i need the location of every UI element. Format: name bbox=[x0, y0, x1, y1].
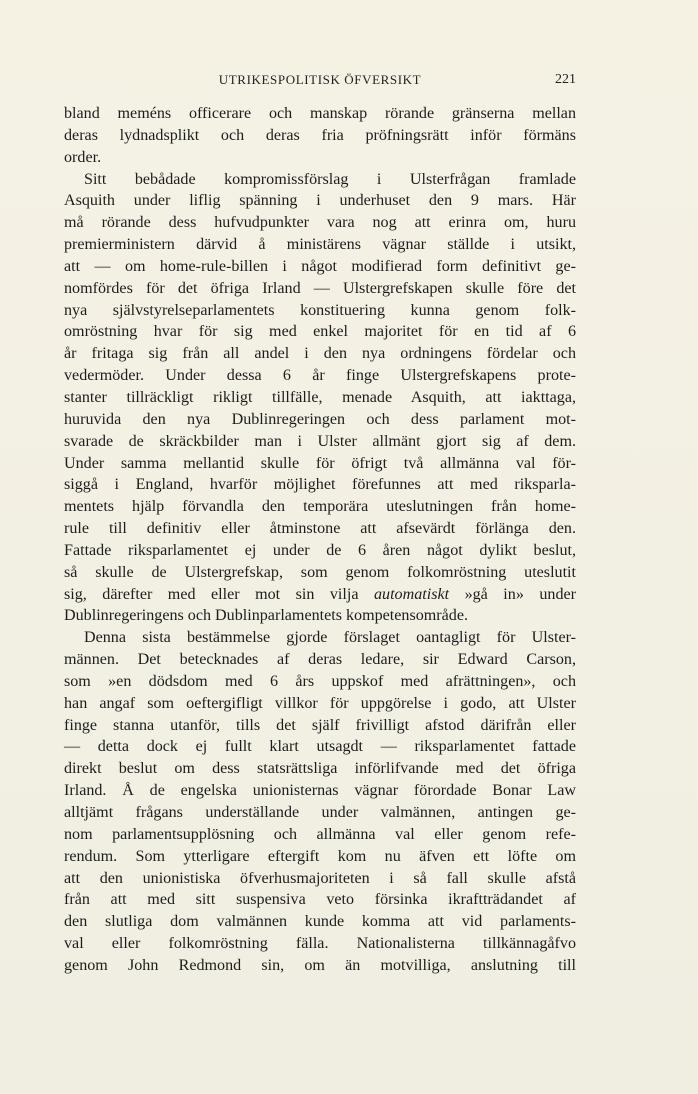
text-line: nya självstyrelseparlamentets konstituering kunna genom folk- bbox=[64, 301, 576, 319]
text-line: år fritaga sig från all andel i den nya ordningens fördelar och bbox=[64, 345, 576, 363]
text-line: så skulle de Ulstergrefskap, som genom folkomröstning uteslutit bbox=[64, 563, 576, 581]
text-line: att — om home-rule-billen i något modifierad form definitivt ge- bbox=[64, 257, 576, 275]
text-segment: sig, därefter med eller mot sin vilja bbox=[64, 585, 359, 603]
text-line: val eller folkomröstning fälla. Nationalisterna tillkännagåfvo bbox=[64, 935, 576, 953]
text-line: den slutliga dom valmännen kunde komma att vid parlaments- bbox=[64, 913, 576, 931]
text-line: mentets hjälp förvandla den temporära uteslutningen från home- bbox=[64, 498, 576, 516]
text-line: nom parlamentsupplösning och allmänna val eller genom refe- bbox=[64, 825, 576, 843]
text-line: bland meméns officerare och manskap rörande gränserna mellan bbox=[64, 105, 576, 122]
text-line: må rörande dess hufvudpunkter vara nog att erinra om, huru bbox=[64, 214, 576, 232]
body-text bbox=[64, 103, 576, 977]
running-title: UTRIKESPOLITISK ÖFVERSIKT bbox=[218, 72, 422, 87]
text-line: att den unionistiska öfverhusmajoriteten i så fall skulle afstå bbox=[64, 869, 576, 887]
paragraph-first-line: Sitt bebådade kompromissförslag i Ulsterfrågan framlade bbox=[84, 170, 576, 188]
text-line: Under samma mellantid skulle för öfrigt två allmänna val för- bbox=[64, 454, 576, 472]
text-line: från att med sitt suspensiva veto försinka ikraftträdandet af bbox=[64, 891, 576, 909]
text-line: nomfördes för det öfriga Irland — Ulstergrefskapen skulle före det bbox=[64, 279, 576, 297]
text-line: stanter tillräckligt rikligt tillfälle, menade Asquith, att iakttaga, bbox=[64, 388, 576, 406]
text-line: finge stanna utanför, tills det själf frivilligt afstod därifrån eller bbox=[64, 716, 576, 734]
text-line: Fattade riksparlamentet ej under de 6 åren något dylikt beslut, bbox=[64, 541, 576, 559]
text-segment: »gå in» under bbox=[449, 585, 577, 603]
text-line-with-italic bbox=[64, 584, 576, 606]
text-line: direkt beslut om dess statsrättsliga införlifvande med det öfriga bbox=[64, 760, 576, 778]
text-line: Dublinregeringens och Dublinparlamentets kompetensområde. bbox=[64, 607, 469, 625]
text-line: huruvida den nya Dublinregeringen och dess parlament mot- bbox=[64, 410, 576, 428]
text-line: Irland. Å de engelska unionisternas vägnar förordade Bonar Law bbox=[64, 782, 576, 800]
text-line: han angaf som oeftergifligt villkor för uppgörelse i godo, att Ulster bbox=[64, 694, 576, 712]
text-line: rule till definitiv eller åtminstone att afsevärdt förlänga den. bbox=[64, 520, 576, 538]
text-line: rendum. Som ytterligare eftergift kom nu äfven ett löfte om bbox=[64, 847, 576, 865]
text-line: — detta dock ej fullt klart utsagdt — riksparlamentet fattade bbox=[64, 738, 576, 756]
running-head bbox=[64, 70, 576, 90]
paragraph-first-line: Denna sista bestämmelse gjorde förslaget oantagligt för Ulster- bbox=[84, 629, 576, 647]
text-line: genom John Redmond sin, om än motvilliga, anslutning till bbox=[64, 956, 576, 974]
page-number: 221 bbox=[555, 72, 576, 87]
text-line: premierministern därvid å ministärens vägnar ställde i utsikt, bbox=[64, 236, 576, 254]
text-line: vedermöder. Under dessa 6 år finge Ulstergrefskapens prote- bbox=[64, 367, 576, 385]
text-line: svarade de skräckbilder man i Ulster allmänt gjort sig af dem. bbox=[64, 432, 576, 450]
text-line: omröstning hvar för sig med enkel majoritet för en tid af 6 bbox=[64, 323, 576, 341]
text-line: alltjämt frågans underställande under valmännen, antingen ge- bbox=[64, 804, 576, 821]
text-line: som »en dödsdom med 6 års uppskof med afrättningen», och bbox=[64, 672, 576, 690]
text-line: siggå i England, hvarför möjlighet förefunnes att med riksparla- bbox=[64, 476, 576, 494]
text-line: Asquith under liflig spänning i underhuset den 9 mars. Här bbox=[64, 192, 576, 210]
text-line: order. bbox=[64, 148, 102, 166]
italic-word: automatiskt bbox=[373, 585, 450, 603]
text-line: deras lydnadsplikt och deras fria pröfningsrätt inför förmäns bbox=[64, 126, 576, 144]
text-line: männen. Det betecknades af deras ledare, sir Edward Carson, bbox=[64, 651, 576, 669]
